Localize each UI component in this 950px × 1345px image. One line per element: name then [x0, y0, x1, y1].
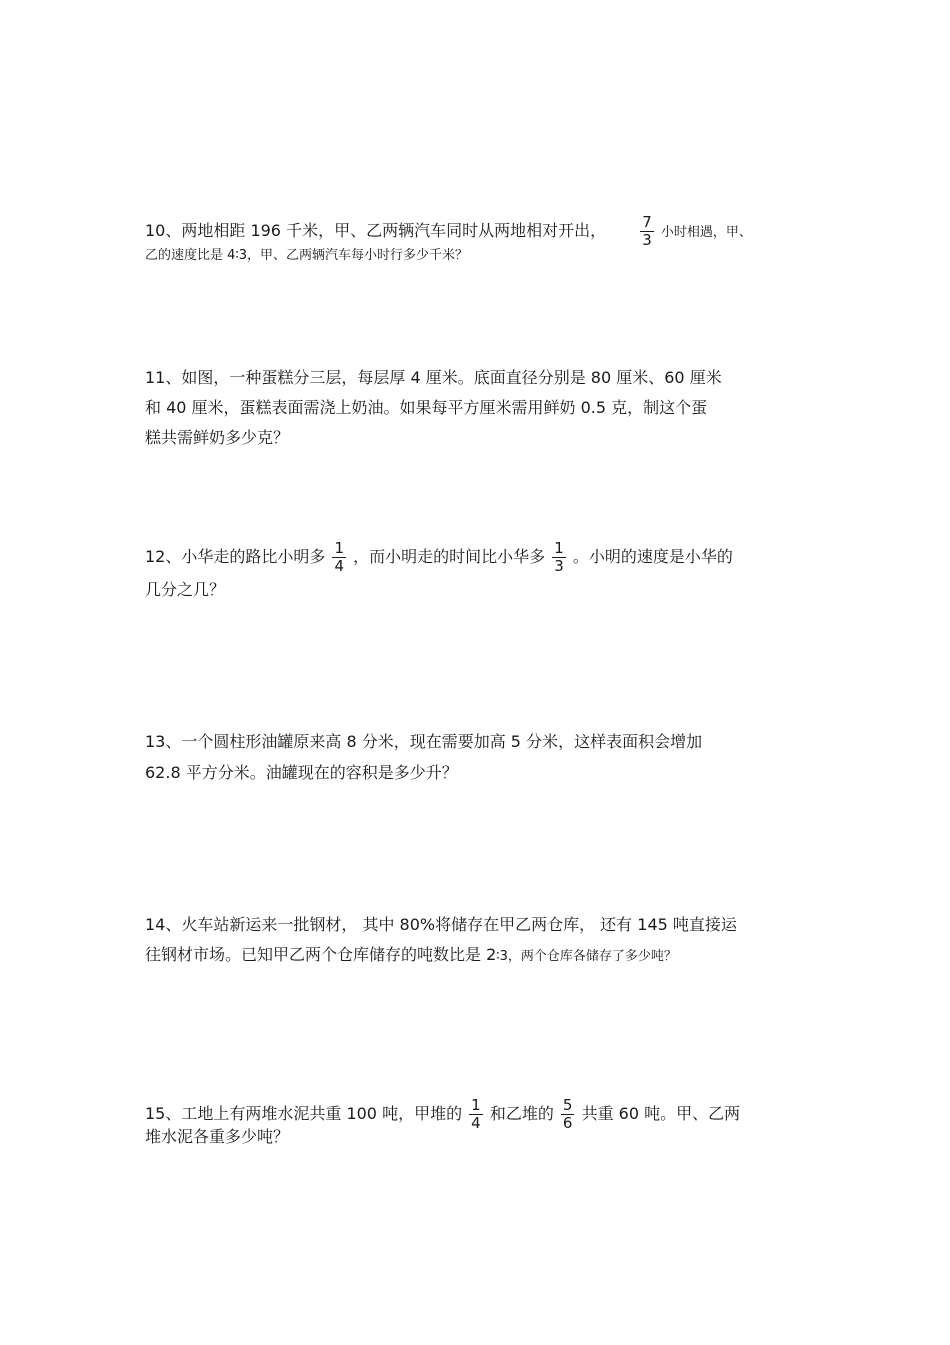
q11-line-3: 糕共需鲜奶多少克？ [145, 428, 290, 447]
q12-fraction-1-numerator: 1 [334, 539, 345, 557]
q10-fraction-numerator: 7 [642, 213, 652, 231]
q12-text-c: 。小明的速度是小华的 [572, 547, 733, 566]
q15-text-a: 15、工地上有两堆水泥共重 100 吨，甲堆的 [145, 1104, 463, 1123]
q12-fraction-1 [332, 540, 346, 575]
q14-text-a: 往钢材市场。已知甲乙两个仓库储存的吨数比是 2 [145, 945, 497, 964]
q15-fraction-1-denominator: 4 [471, 1114, 481, 1132]
q15-line-2: 堆水泥各重多少吨？ [145, 1127, 290, 1146]
q11-line-2: 和 40 厘米，蛋糕表面需浇上奶油。如果每平方厘米需用鲜奶 0.5 克，制这个蛋 [145, 398, 708, 417]
q14-line-1: 14、火车站新运来一批钢材， 其中 80%将储存在甲乙两仓库， 还有 145 吨直接运 [145, 915, 737, 934]
q15-fraction-2 [561, 1097, 575, 1132]
q15-fraction-2-numerator: 5 [562, 1096, 573, 1114]
q14-text-b: ∶3，两个仓库各储存了多少吨？ [496, 949, 677, 964]
q12-line-1 [145, 540, 733, 575]
q12-text-a: 12、小华走的路比小明多 [145, 547, 326, 566]
q10-fraction-denominator: 3 [642, 231, 652, 249]
q13-line-2: 62.8 平方分米。油罐现在的容积是多少升？ [145, 763, 458, 782]
q14-line-2 [145, 945, 677, 967]
q10-line-1 [145, 214, 752, 249]
q12-fraction-2-numerator: 1 [554, 539, 564, 557]
q10-text-b: 小时相遇，甲、 [660, 225, 752, 240]
q12-line-2: 几分之几？ [145, 580, 226, 599]
q15-fraction-1 [469, 1097, 483, 1132]
q15-fraction-2-denominator: 6 [562, 1114, 573, 1132]
q15-text-b: 和乙堆的 [489, 1104, 554, 1123]
q13-line-1: 13、一个圆柱形油罐原来高 8 分米，现在需要加高 5 分米，这样表面积会增加 [145, 732, 703, 751]
q15-fraction-1-numerator: 1 [471, 1096, 481, 1114]
q11-line-1: 11、如图，一种蛋糕分三层，每层厚 4 厘米。底面直径分别是 80 厘米、60 厘米 [145, 368, 722, 387]
q12-text-b: ，而小明走的时间比小华多 [353, 547, 546, 566]
q10-line-2: 乙的速度比是 4∶3，甲、乙两辆汽车每小时行多少千米？ [145, 248, 469, 263]
q12-fraction-1-denominator: 4 [334, 557, 345, 575]
q10-fraction [640, 214, 654, 249]
q12-fraction-2 [552, 540, 566, 575]
q10-text-a: 10、两地相距 196 千米，甲、乙两辆汽车同时从两地相对开出， [145, 221, 607, 240]
q15-text-c: 共重 60 吨。甲、乙两 [581, 1104, 741, 1123]
q12-fraction-2-denominator: 3 [554, 557, 564, 575]
